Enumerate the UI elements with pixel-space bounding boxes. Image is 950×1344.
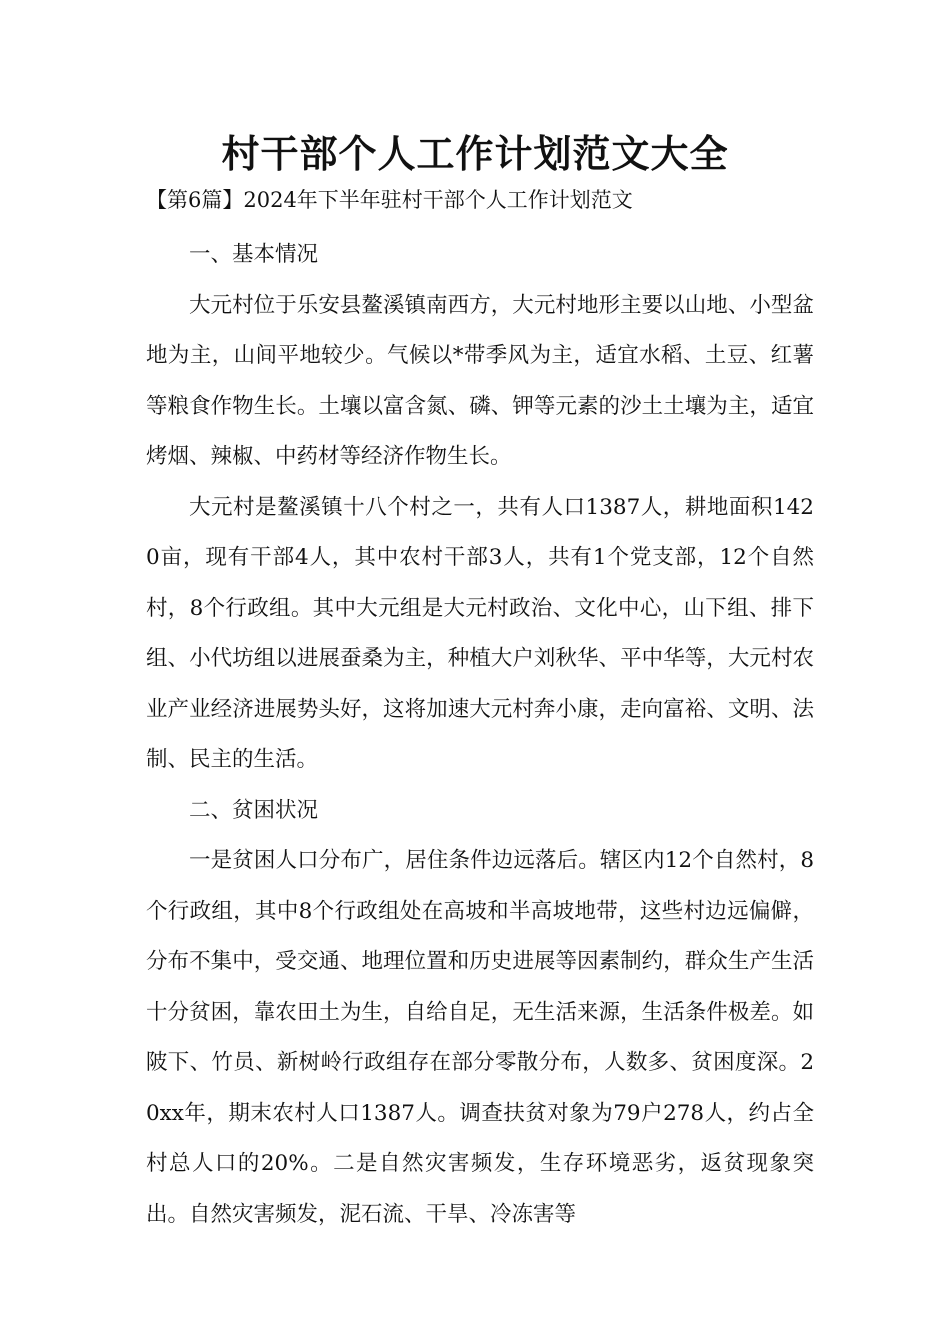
section-heading-poverty: 二、贫困状况: [189, 797, 319, 823]
document-body: [146, 230, 814, 1240]
paragraph-poverty-status: 一是贫困人口分布广，居住条件边远落后。辖区内12个自然村，8个行政组，其中8个行政组处在高坡和半高坡地带，这些村边远偏僻，分布不集中，受交通、地理位置和历史进展等因素制约，群众生产生活十分贫困，靠农田土为生，自给自足，无生活来源，生活条件极差。如陂下、竹员、新树岭行政组存在部分零散分布，人数多、贫困度深。20xx年，期末农村人口1387人。调查扶贫对象为79户278人，约占全村总人口的20%。二是自然灾害频发，生存环境恶劣，返贫现象突出。自然灾害频发，泥石流、干旱、冷冻害等: [146, 848, 814, 1227]
paragraph-population: 大元村是鳌溪镇十八个村之一，共有人口1387人，耕地面积1420亩，现有干部4人，其中农村干部3人，共有1个党支部，12个自然村，8个行政组。其中大元组是大元村政治、文化中心，山下组、排下组、小代坊组以进展蚕桑为主，种植大户刘秋华、平中华等，大元村农业产业经济进展势头好，这将加速大元村奔小康，走向富裕、文明、法制、民主的生活。: [146, 494, 814, 772]
document-title: 村干部个人工作计划范文大全: [221, 132, 729, 176]
document-subtitle: 【第6篇】2024年下半年驻村干部个人工作计划范文: [146, 188, 633, 212]
section-heading-basic-info: 一、基本情况: [189, 242, 319, 267]
paragraph-geography: 大元村位于乐安县鳌溪镇南西方，大元村地形主要以山地、小型盆地为主，山间平地较少。气候以*带季风为主，适宜水稻、土豆、红薯等粮食作物生长。土壤以富含氮、磷、钾等元素的沙土土壤为主，适宜烤烟、辣椒、中药材等经济作物生长。: [146, 292, 814, 469]
